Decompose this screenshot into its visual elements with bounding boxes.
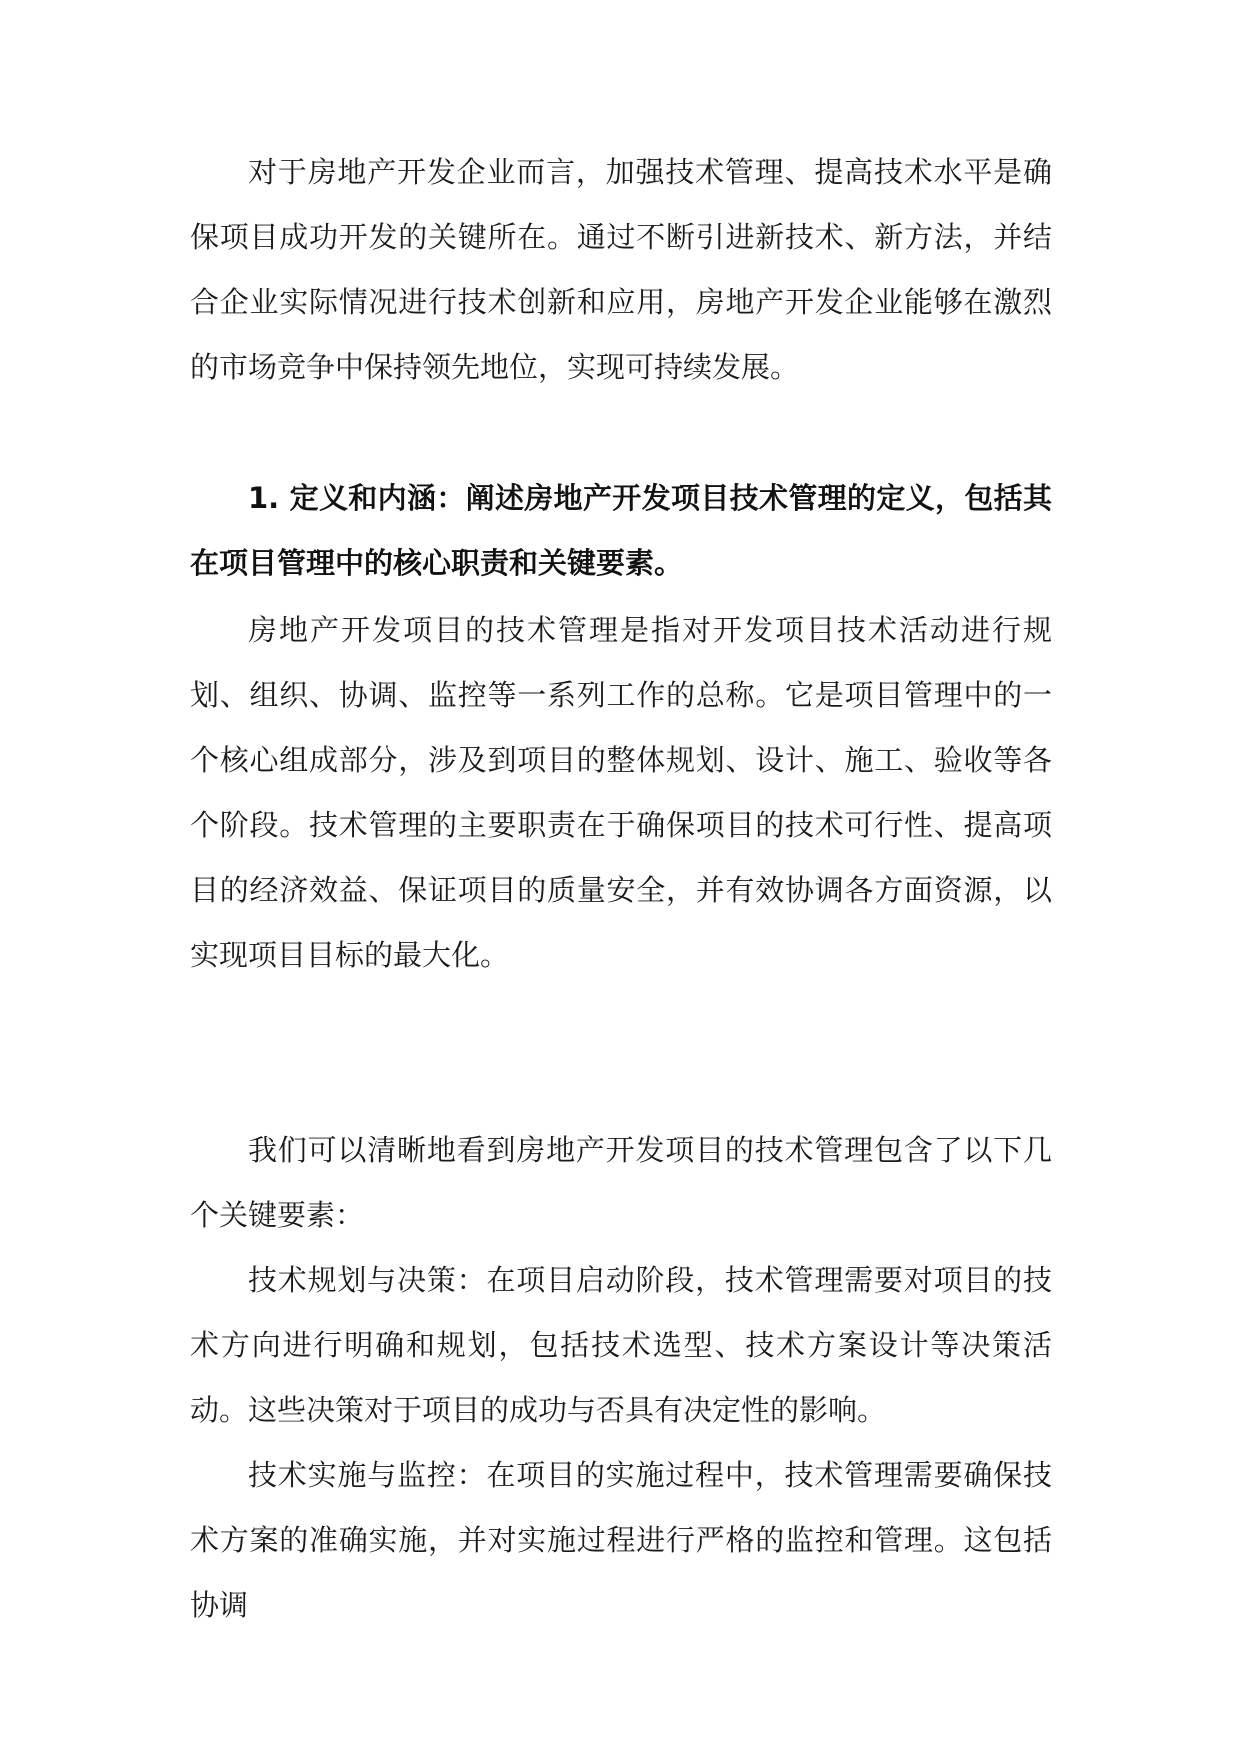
section-heading: 1. 定义和内涵：阐述房地产开发项目技术管理的定义，包括其在项目管理中的核心职责和关键要素。 [190,481,1052,580]
implementation-paragraph: 技术实施与监控：在项目的实施过程中，技术管理需要确保技术方案的准确实施，并对实施过程进行严格的监控和管理。这包括协调 [190,1458,1052,1622]
definition-paragraph: 房地产开发项目的技术管理是指对开发项目技术活动进行规划、组织、协调、监控等一系列工作的总称。它是项目管理中的一个核心组成部分，涉及到项目的整体规划、设计、施工、验收等各个阶段。技术管理的主要职责在于确保项目的技术可行性、提高项目的经济效益、保证项目的质量安全，并有效协调各方面资源，以实现项目目标的最大化。 [190,613,1052,972]
intro-paragraph: 对于房地产开发企业而言，加强技术管理、提高技术水平是确保项目成功开发的关键所在。通过不断引进新技术、新方法，并结合企业实际情况进行技术创新和应用，房地产开发企业能够在激烈的市场竞争中保持领先地位，实现可持续发展。 [190,155,1052,384]
elements-intro-paragraph: 我们可以清晰地看到房地产开发项目的技术管理包含了以下几个关键要素： [190,1133,1052,1232]
planning-paragraph: 技术规划与决策：在项目启动阶段，技术管理需要对项目的技术方向进行明确和规划，包括技术选型、技术方案设计等决策活动。这些决策对于项目的成功与否具有决定性的影响。 [190,1263,1052,1427]
